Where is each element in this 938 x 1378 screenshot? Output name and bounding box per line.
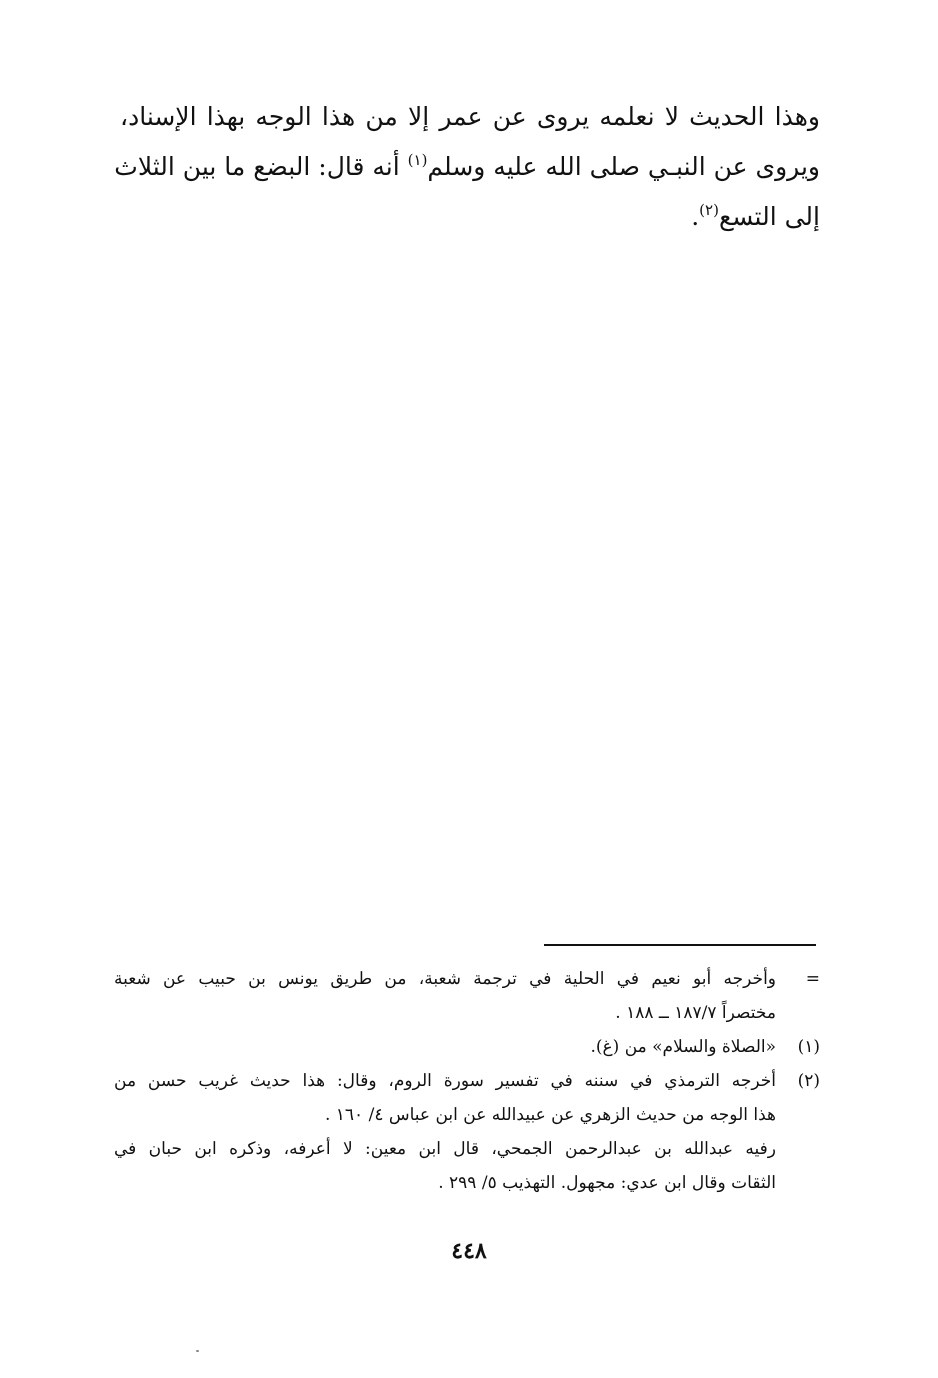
footnote-body	[114, 1030, 776, 1064]
footnote-2	[114, 1064, 820, 1200]
footnote-line: هذا الوجه من حديث الزهري عن عبيدالله عن ابن عباس ٤/ ١٦٠ .	[324, 1105, 776, 1125]
main-text-segment: ويروى عن النبـي صلى الله عليه وسلم	[427, 152, 820, 181]
footnote-line: وأخرجه أبو نعيم في الحلية في ترجمة شعبة، من طريق يونس بن حبيب عن شعبة	[114, 969, 776, 989]
footnote-line: «الصلاة والسلام» من (غ).	[590, 1037, 776, 1057]
footnote-ref-1: (١)	[407, 151, 428, 169]
footnote-separator	[544, 944, 816, 946]
footnote-marker: (٢)	[797, 1071, 820, 1091]
main-text-segment: أنه قال: البضع ما بين الثلاث	[114, 152, 408, 181]
footnote-line: رفيه عبدالله بن عبدالرحمن الجمحي، قال ابن معين: لا أعرفه، وذكره ابن حبان في	[114, 1139, 776, 1159]
scan-speck	[196, 1350, 199, 1352]
footnote-ref-2: (٢)	[699, 201, 719, 219]
footnote-marker: =	[805, 969, 820, 989]
main-text-segment: إلى التسع	[718, 202, 820, 231]
footnotes	[114, 962, 820, 1200]
footnote-continuation	[114, 962, 820, 1030]
footnote-line: الثقات وقال ابن عدي: مجهول. التهذيب ٥/ ٢٩٩ .	[438, 1173, 776, 1193]
main-text	[114, 92, 820, 242]
main-text-line	[114, 142, 820, 192]
footnote-line: أخرجه الترمذي في سننه في تفسير سورة الروم، وقال: هذا حديث غريب حسن من	[114, 1071, 776, 1091]
footnote-marker: (١)	[797, 1037, 820, 1057]
main-text-line	[120, 192, 820, 242]
footnote-body	[114, 962, 776, 1030]
footnote-body	[114, 1064, 776, 1200]
main-text-line: وهذا الحديث لا نعلمه يروى عن عمر إلا من هذا الوجه بهذا الإسناد،	[120, 102, 820, 131]
footnote-line: مختصراً ١٨٧/٧ ــ ١٨٨ .	[615, 1003, 776, 1023]
footnote-1	[114, 1030, 820, 1064]
page-number: ٤٤٨	[451, 1238, 487, 1264]
main-text-segment: .	[691, 202, 700, 231]
